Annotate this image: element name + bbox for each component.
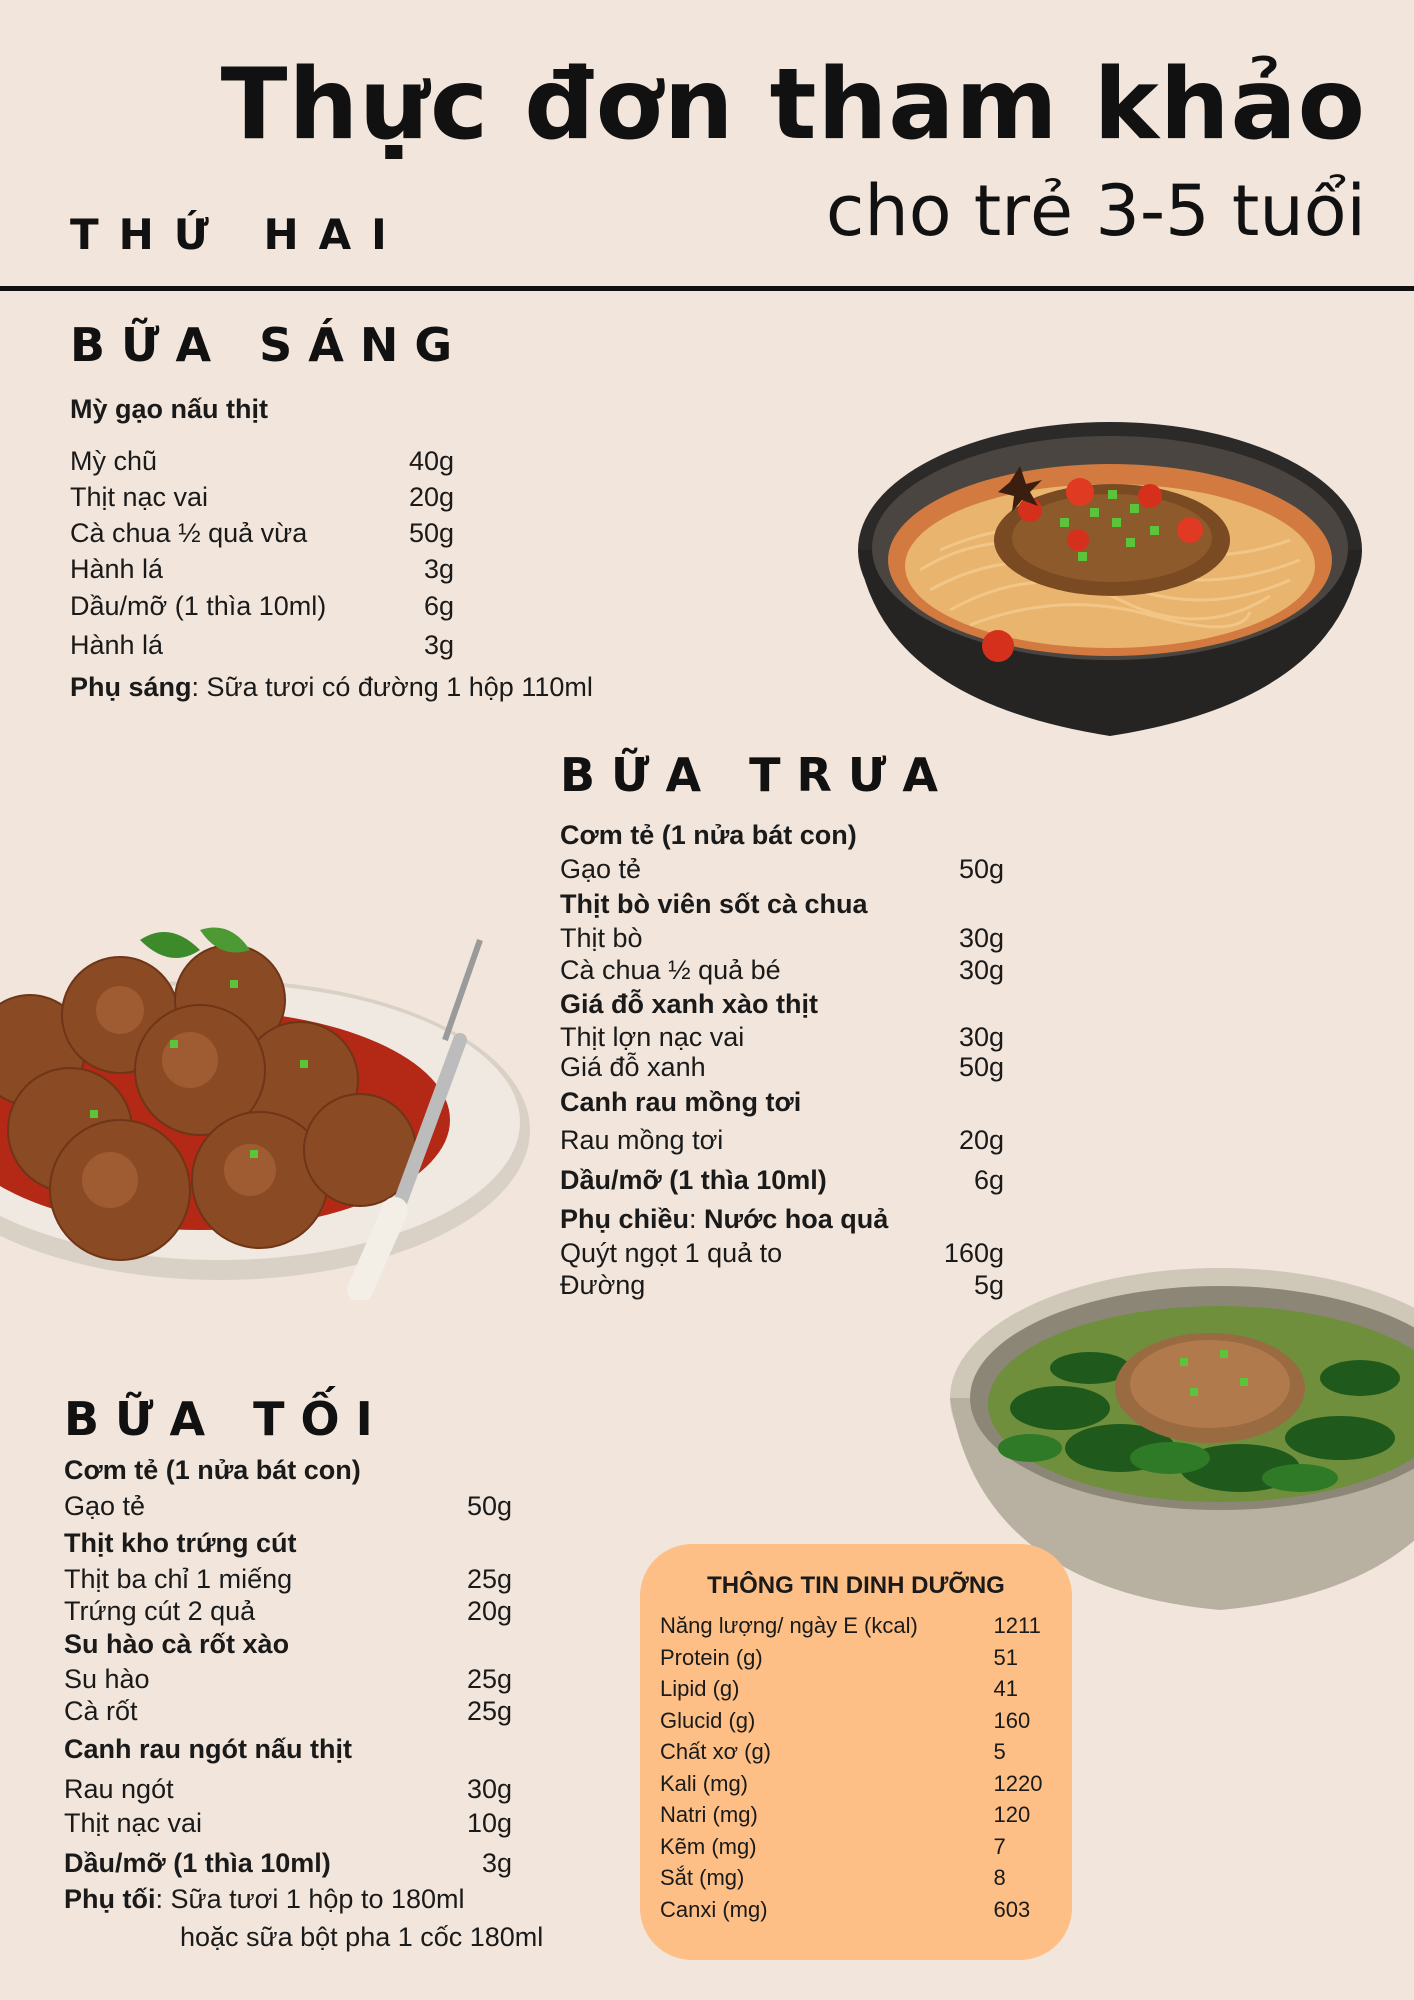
- nutrition-row: Chất xơ (g) 5: [660, 1739, 1006, 1764]
- nutrition-row: Kali (mg) 1220: [660, 1770, 1043, 1796]
- nutrition-row: Năng lượng/ ngày E (kcal) 1211: [660, 1613, 1041, 1638]
- nutrition-info-box: [640, 1544, 1072, 1960]
- header-divider: [0, 286, 1414, 291]
- dinner-section: [64, 1452, 512, 1886]
- list-item: Thịt lợn nạc vai 30g: [560, 1022, 1004, 1052]
- list-item: Thịt ba chỉ 1 miếng 25g: [64, 1564, 512, 1594]
- list-item: Mỳ chũ 40g: [70, 446, 454, 476]
- list-item: Thịt nạc vai 20g: [70, 482, 454, 512]
- lunch-oil: Dầu/mỡ (1 thìa 10ml) 6g: [560, 1165, 1004, 1195]
- list-item: Trứng cút 2 quả 20g: [64, 1596, 512, 1626]
- nutrition-row: Protein (g) 51: [660, 1644, 1018, 1670]
- breakfast-dish: Mỳ gạo nấu thịt: [70, 394, 268, 424]
- lunch-dish-meatballs: Thịt bò viên sốt cà chua: [560, 889, 868, 919]
- dinner-extra: Phụ tối: Sữa tươi 1 hộp to 180ml: [64, 1884, 465, 1914]
- day-label: THỨ HAI: [70, 210, 407, 259]
- list-item: Cà chua ½ quả bé 30g: [560, 955, 1004, 985]
- nutrition-row: Lipid (g) 41: [660, 1676, 1018, 1701]
- list-item: Rau ngót 30g: [64, 1774, 512, 1804]
- lunch-extra: Phụ chiều: Nước hoa quả: [560, 1204, 889, 1234]
- lunch-dish-sprouts: Giá đỗ xanh xào thịt: [560, 989, 819, 1019]
- list-item: Giá đỗ xanh 50g: [560, 1052, 1004, 1082]
- dinner-dish-soup: Canh rau ngót nấu thịt: [64, 1734, 352, 1764]
- list-item: Dầu/mỡ (1 thìa 10ml) 6g: [70, 591, 454, 621]
- lunch-dish-soup: Canh rau mồng tơi: [560, 1087, 802, 1117]
- page-title: Thực đơn tham khảo: [220, 48, 1366, 162]
- list-item: Cà rốt 25g: [64, 1696, 512, 1726]
- list-item: Gạo tẻ 50g: [560, 854, 1004, 884]
- list-item: Đường 5g: [560, 1270, 1004, 1300]
- nutrition-row: Glucid (g) 160: [660, 1707, 1031, 1733]
- nutrition-row: Sắt (mg) 8: [660, 1865, 1006, 1890]
- list-item: Gạo tẻ 50g: [64, 1491, 512, 1521]
- lunch-heading: BỮA TRƯA: [560, 748, 954, 802]
- dinner-extra-alt: hoặc sữa bột pha 1 cốc 180ml: [180, 1922, 544, 1952]
- lunch-section: [560, 818, 1004, 1300]
- noodle-bowl-image: [850, 400, 1370, 740]
- list-item: Thịt bò 30g: [560, 923, 1004, 953]
- dinner-heading: BỮA TỐI: [64, 1392, 389, 1446]
- lunch-dish-rice: Cơm tẻ (1 nửa bát con): [560, 820, 857, 850]
- list-item: Hành lá 3g: [70, 554, 454, 584]
- breakfast-extra: Phụ sáng: Sữa tươi có đường 1 hộp 110ml: [70, 672, 593, 702]
- dinner-dish-kohlrabi: Su hào cà rốt xào: [64, 1629, 290, 1659]
- dinner-dish-pork-eggs: Thịt kho trứng cút: [64, 1528, 297, 1558]
- meatball-plate-image: [0, 900, 540, 1300]
- list-item: Su hào 25g: [64, 1664, 512, 1694]
- list-item: Hành lá 3g: [70, 630, 454, 660]
- list-item: Cà chua ½ quả vừa 50g: [70, 518, 454, 548]
- list-item: Thịt nạc vai 10g: [64, 1808, 512, 1838]
- breakfast-section: [70, 394, 454, 665]
- dinner-oil: Dầu/mỡ (1 thìa 10ml) 3g: [64, 1848, 512, 1878]
- list-item: Rau mồng tơi 20g: [560, 1125, 1004, 1155]
- nutrition-row: Canxi (mg) 603: [660, 1896, 1031, 1922]
- nutrition-row: Natri (mg) 120: [660, 1802, 1031, 1827]
- dinner-dish-rice: Cơm tẻ (1 nửa bát con): [64, 1455, 361, 1485]
- list-item: Quýt ngọt 1 quả to 160g: [560, 1238, 1004, 1268]
- nutrition-title: THÔNG TIN DINH DƯỠNG: [707, 1572, 1005, 1599]
- breakfast-heading: BỮA SÁNG: [70, 318, 469, 372]
- page-subtitle: cho trẻ 3-5 tuổi: [825, 170, 1366, 252]
- nutrition-row: Kẽm (mg) 7: [660, 1833, 1006, 1859]
